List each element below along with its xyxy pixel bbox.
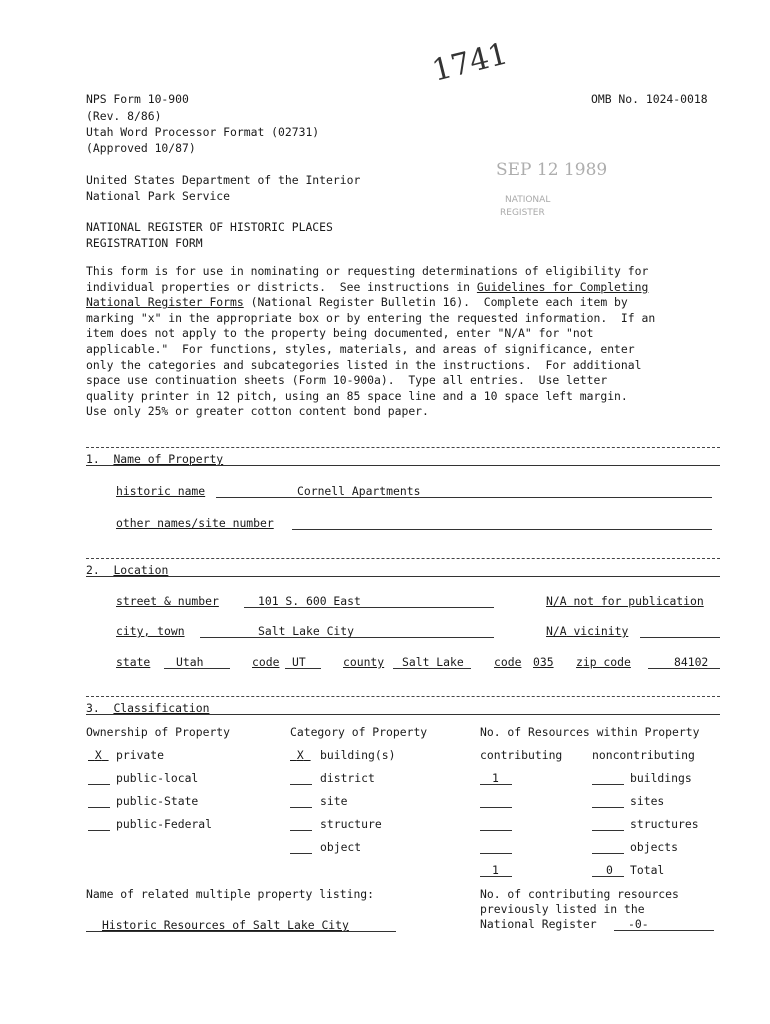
vicinity[interactable]: N/A vicinity [546, 624, 629, 638]
previously-listed-line [614, 930, 714, 931]
county-value[interactable]: Salt Lake [402, 655, 464, 669]
revision: (Rev. 8/86) [86, 109, 162, 123]
handwritten-number: 1741 [428, 36, 512, 89]
service: National Park Service [86, 189, 231, 203]
historic-name-line [216, 497, 712, 498]
other-names-line[interactable] [292, 529, 712, 530]
divider [86, 558, 720, 559]
ownership-public-local: public-local [116, 771, 199, 785]
state-code-value[interactable]: UT [292, 655, 306, 669]
category-site: site [320, 794, 348, 808]
vicinity-line [640, 637, 720, 638]
contrib-objects-line[interactable] [480, 853, 512, 854]
underline [86, 714, 720, 715]
omb-number: OMB No. 1024-0018 [591, 92, 708, 106]
contrib-buildings-value: 1 [492, 771, 499, 785]
noncontrib-sites-line[interactable] [592, 807, 624, 808]
category-structure: structure [320, 817, 382, 831]
code-line [285, 668, 321, 669]
category-object-checkbox[interactable] [290, 853, 312, 854]
resource-total: Total [630, 863, 665, 877]
zip-value[interactable]: 84102 [674, 655, 709, 669]
received-stamp-line1: NATIONAL [505, 195, 551, 205]
county-label: county [343, 655, 385, 669]
county-code-label: code [494, 655, 522, 669]
instructions: This form is for use in nominating or requesting determinations of eligibility for individual properties or districts. See instructions in Guidelines for Completing National Register Forms (National Register Bulletin 16). Complete each item by marking "x" in the appropriate box or by entering the requested information. If an item does not apply to the property being documented, enter "N/A" for "not applicable." For functions, styles, materials, and areas of significance, enter only the categories and subcategories listed in the instructions. For additional space use continuation sheets (Form 10-900a). Type all entries. Use letter quality printer in 12 pitch, using an 85 space line and a 10 space left margin. Use only 25% or greater cotton content bond paper. [86, 264, 656, 419]
divider [86, 696, 720, 697]
underline [86, 465, 720, 466]
section-3-heading: 3. Classification [86, 701, 210, 715]
underline [86, 576, 720, 577]
ownership-public-federal: public-Federal [116, 817, 213, 831]
historic-name-value[interactable]: Cornell Apartments [297, 484, 421, 498]
not-for-publication[interactable]: N/A not for publication [546, 594, 704, 608]
resources-heading: No. of Resources within Property [480, 725, 700, 739]
county-code-value[interactable]: 035 [533, 655, 554, 669]
other-names-label: other names/site number [116, 516, 274, 530]
ownership-public-federal-checkbox[interactable] [88, 830, 110, 831]
contrib-sites-line[interactable] [480, 807, 512, 808]
resource-structures: structures [630, 817, 699, 831]
zip-label: zip code [576, 655, 631, 669]
ownership-private-checkbox[interactable]: X [94, 748, 102, 762]
received-stamp-date: SEP 12 1989 [496, 160, 608, 180]
category-object: object [320, 840, 362, 854]
register-title: NATIONAL REGISTER OF HISTORIC PLACES [86, 220, 333, 234]
related-listing-label: Name of related multiple property listing: [86, 887, 375, 901]
noncontributing-heading: noncontributing [592, 748, 695, 762]
contrib-structures-line[interactable] [480, 830, 512, 831]
ownership-public-state: public-State [116, 794, 199, 808]
city-label: city, town [116, 624, 185, 638]
state-label: state [116, 655, 151, 669]
resource-sites: sites [630, 794, 665, 808]
contributing-heading: contributing [480, 748, 563, 762]
resource-objects: objects [630, 840, 679, 854]
noncontrib-structures-line[interactable] [592, 830, 624, 831]
category-building-checkbox[interactable]: X [296, 748, 304, 762]
related-listing-line [86, 931, 396, 932]
previously-listed-line3: National Register [480, 917, 597, 931]
category-structure-checkbox[interactable] [290, 830, 312, 831]
format: Utah Word Processor Format (02731) [86, 125, 320, 139]
registration-form-title: REGISTRATION FORM [86, 236, 203, 250]
category-district: district [320, 771, 375, 785]
section-2-heading: 2. Location [86, 563, 169, 577]
state-value[interactable]: Utah [176, 655, 204, 669]
previously-listed-line1: No. of contributing resources [480, 887, 679, 901]
city-value[interactable]: Salt Lake City [258, 624, 355, 638]
ownership-heading: Ownership of Property [86, 725, 231, 739]
approved: (Approved 10/87) [86, 141, 196, 155]
section-1-heading: 1. Name of Property [86, 452, 224, 466]
ownership-public-state-checkbox[interactable] [88, 807, 110, 808]
ownership-private: private [116, 748, 165, 762]
noncontrib-total-value: 0 [606, 863, 613, 877]
historic-name-label: historic name [116, 484, 206, 498]
street-label: street & number [116, 594, 219, 608]
category-heading: Category of Property [290, 725, 428, 739]
category-district-checkbox[interactable] [290, 784, 312, 785]
noncontrib-buildings-line[interactable] [592, 784, 624, 785]
contrib-total-value: 1 [492, 863, 499, 877]
divider [86, 447, 720, 448]
received-stamp-line2: REGISTER [500, 208, 545, 218]
county-line [393, 668, 471, 669]
street-value[interactable]: 101 S. 600 East [258, 594, 361, 608]
previously-listed-line2: previously listed in the [480, 902, 645, 916]
category-building: building(s) [320, 748, 396, 762]
zip-line [648, 668, 720, 669]
ownership-public-local-checkbox[interactable] [88, 784, 110, 785]
previously-listed-value[interactable]: -0- [628, 917, 649, 931]
noncontrib-objects-line[interactable] [592, 853, 624, 854]
department: United States Department of the Interior [86, 173, 361, 187]
related-listing-value[interactable]: Historic Resources of Salt Lake City [102, 918, 349, 932]
resource-buildings: buildings [630, 771, 692, 785]
form-id: NPS Form 10-900 [86, 92, 189, 106]
category-site-checkbox[interactable] [290, 807, 312, 808]
code-label: code [252, 655, 280, 669]
